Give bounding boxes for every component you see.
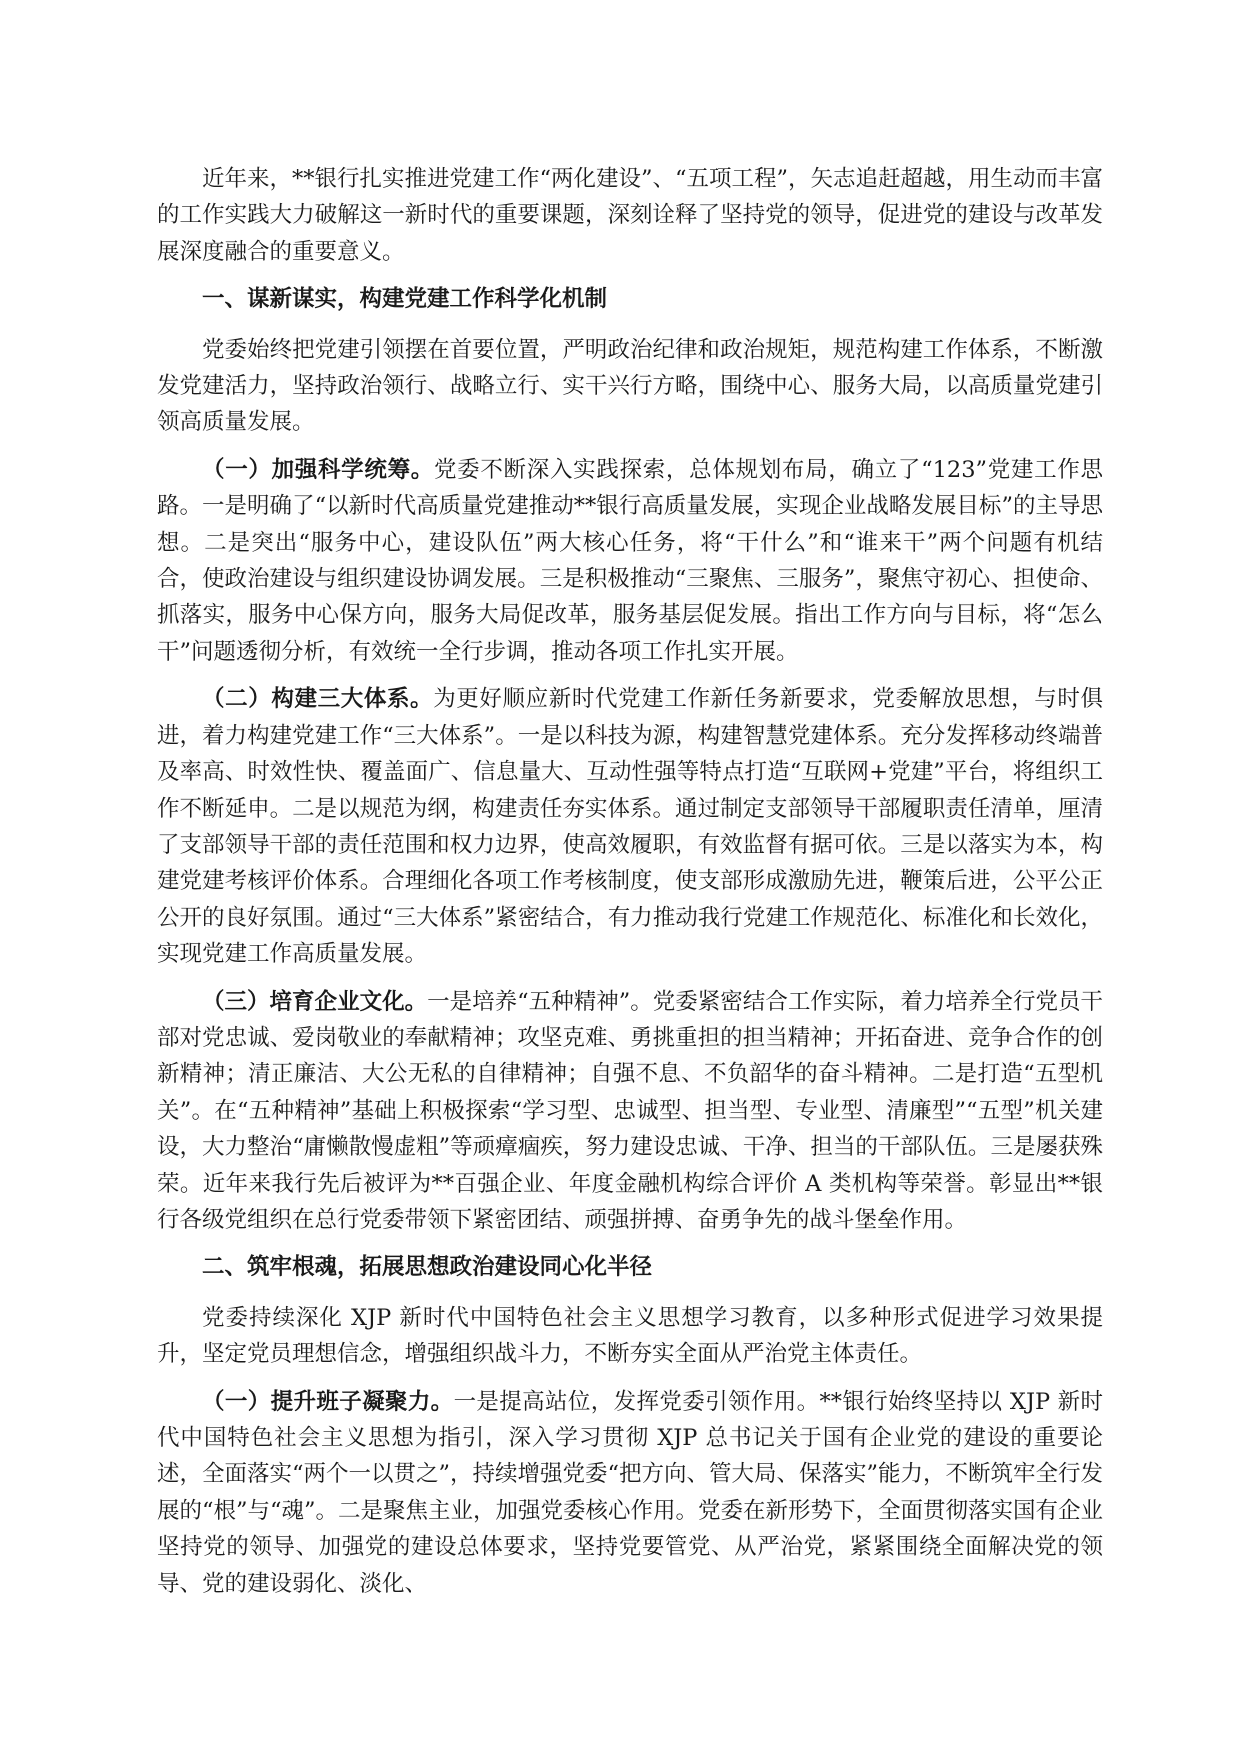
item-lead: （三）培育企业文化。 xyxy=(202,988,428,1015)
item-lead: （二）构建三大体系。 xyxy=(202,686,434,713)
item-body: 一是培养“五种精神”。党委紧密结合工作实际，着力培养全行党员干部对党忠诚、爱岗敬业的奉献精神；攻坚克难、勇挑重担的担当精神；开拓奋进、竞争合作的创新精神；清正廉洁、大公无私的自律精神；自强不息、不负韶华的奋斗精神。二是打造“五型机关”。在“五种精神”基础上积极探索“学习型、忠诚型、担当型、专业型、清廉型”“五型”机关建设，大力整治“庸懒散慢虚粗”等顽瘴痼疾，努力建设忠诚、干净、担当的干部队伍。三是屡获殊荣。近年来我行先后被评为**百强企业、年度金融机构综合评价 A 类机构等荣誉。彰显出**银行各级党组织在总行党委带领下紧密团结、顽强拼搏、奋勇争先的战斗堡垒作用。 xyxy=(157,988,1103,1233)
section-1-summary: 党委始终把党建引领摆在首要位置，严明政治纪律和政治规矩，规范构建工作体系，不断激发党建活力，坚持政治领行、战略立行、实干兴行方略，围绕中心、服务大局，以高质量党建引领高质量发展。 xyxy=(157,336,1103,436)
item-body: 党委不断深入实践探索，总体规划布局，确立了“123”党建工作思路。一是明确了“以新时代高质量党建推动**银行高质量发展，实现企业战略发展目标”的主导思想。二是突出“服务中心，建设队伍”两大核心任务，将“干什么”和“谁来干”两个问题有机结合，使政治建设与组织建设协调发展。三是积极推动“三聚焦、三服务”，聚焦守初心、担使命、抓落实，服务中心保方向，服务大局促改革，服务基层促发展。指出工作方向与目标，将“怎么干”问题透彻分析，有效统一全行步调，推动各项工作扎实开展。 xyxy=(157,456,1103,665)
section-1-item-2 xyxy=(157,681,1103,972)
section-heading-2: 二、筑牢根魂，拓展思想政治建设同心化半径 xyxy=(202,1254,653,1281)
item-body: 为更好顺应新时代党建工作新任务新要求，党委解放思想，与时俱进，着力构建党建工作“三大体系”。一是以科技为源，构建智慧党建体系。充分发挥移动终端普及率高、时效性快、覆盖面广、信息量大、互动性强等特点打造“互联网+党建”平台，将组织工作不断延申。二是以规范为纲，构建责任夯实体系。通过制定支部领导干部履职责任清单，厘清了支部领导干部的责任范围和权力边界，使高效履职，有效监督有据可依。三是以落实为本，构建党建考核评价体系。合理细化各项工作考核制度，使支部形成激励先进，鞭策后进，公平公正公开的良好氛围。通过“三大体系”紧密结合，有力推动我行党建工作规范化、标准化和长效化，实现党建工作高质量发展。 xyxy=(157,686,1103,968)
item-body: 一是提高站位，发挥党委引领作用。**银行始终坚持以 XJP 新时代中国特色社会主义思想为指引，深入学习贯彻 XJP 总书记关于国有企业党的建设的重要论述，全面落实“两个一以贯之”，持续增强党委“把方向、管大局、保落实”能力，不断筑牢全行发展的“根”与“魂”。二是聚焦主业，加强党委核心作用。党委在新形势下，全面贯彻落实国有企业坚持党的领导、加强党的建设总体要求，坚持党要管党、从严治党，紧紧围绕全面解决党的领导、党的建设弱化、淡化、 xyxy=(157,1388,1104,1597)
section-1-item-1 xyxy=(157,452,1103,670)
section-1-item-3 xyxy=(157,984,1103,1239)
intro-paragraph: 近年来，**银行扎实推进党建工作“两化建设”、“五项工程”，矢志追赶超越，用生动而丰富的工作实践大力破解这一新时代的重要课题，深刻诠释了坚持党的领导，促进党的建设与改革发展深度融合的重要意义。 xyxy=(157,166,1104,265)
section-heading-1: 一、谋新谋实，构建党建工作科学化机制 xyxy=(202,286,608,313)
item-lead: （一）提升班子凝聚力。 xyxy=(202,1388,454,1415)
document-body xyxy=(157,161,1103,1613)
section-2-summary: 党委持续深化 XJP 新时代中国特色社会主义思想学习教育，以多种形式促进学习效果提升，坚定党员理想信念，增强组织战斗力，不断夯实全面从严治党主体责任。 xyxy=(157,1304,1103,1368)
section-2-item-1 xyxy=(157,1384,1103,1602)
item-lead: （一）加强科学统筹。 xyxy=(202,456,434,483)
